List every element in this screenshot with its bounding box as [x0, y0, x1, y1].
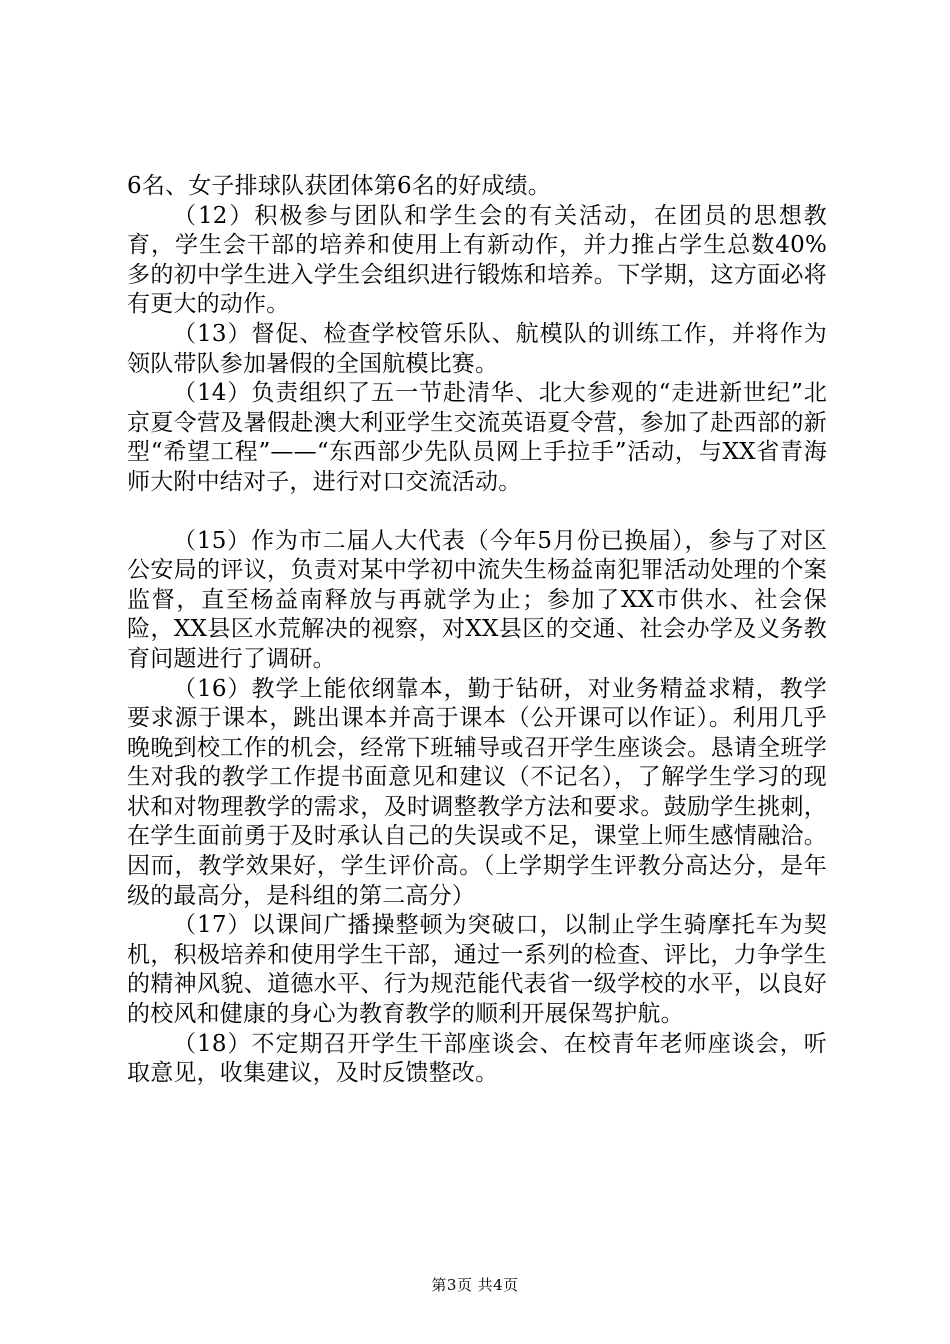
- paragraph-item-17: （17）以课间广播操整顿为突破口，以制止学生骑摩托车为契机，积极培养和使用学生干部，通过一系列的检查、评比，力争学生的精神风貌、道德水平、行为规范能代表省一级学校的水平，以良好的校风和健康的身心为教育教学的顺利开展保驾护航。: [127, 912, 827, 1028]
- paragraph-item-13: （13）督促、检查学校管乐队、航模队的训练工作，并将作为领队带队参加暑假的全国航模比赛。: [127, 320, 827, 377]
- paragraph-item-12: （12）积极参与团队和学生会的有关活动，在团员的思想教育，学生会干部的培养和使用上有新动作，并力推占学生总数40%多的初中学生进入学生会组织进行锻炼和培养。下学期，这方面必将有更大的动作。: [127, 202, 827, 318]
- paragraph-item-15: （15）作为市二届人大代表（今年5月份已换届），参与了对区公安局的评议，负责对某中学初中流失生杨益南犯罪活动处理的个案监督，直至杨益南释放与再就学为止；参加了XX市供水、社会保险，XX县区水荒解决的视察，对XX县区的交通、社会办学及义务教育问题进行了调研。: [127, 527, 827, 672]
- paragraph-item-18: （18）不定期召开学生干部座谈会、在校青年老师座谈会，听取意见，收集建议，及时反馈整改。: [127, 1030, 827, 1087]
- document-body: [127, 172, 827, 1089]
- paragraph-continuation: 6名、女子排球队获团体第6名的好成绩。: [127, 173, 552, 199]
- page-footer: 第3页 共4页: [431, 1276, 519, 1294]
- paragraph-item-16: （16）教学上能依纲靠本，勤于钻研，对业务精益求精，教学要求源于课本，跳出课本并高于课本（公开课可以作证）。利用几乎晚晚到校工作的机会，经常下班辅导或召开学生座谈会。恳请全班学生对我的教学工作提书面意见和建议（不记名），了解学生学习的现状和对物理教学的需求，及时调整教学方法和要求。鼓励学生挑刺，在学生面前勇于及时承认自己的失误或不足，课堂上师生感情融洽。因而，教学效果好，学生评价高。（上学期学生评教分高达分，是年级的最高分，是科组的第二高分）: [127, 675, 827, 909]
- paragraph-item-14: （14）负责组织了五一节赴清华、北大参观的“走进新世纪”北京夏令营及暑假赴澳大利亚学生交流英语夏令营，参加了赴西部的新型“希望工程”——“东西部少先队员网上手拉手”活动，与XX省青海师大附中结对子，进行对口交流活动。: [127, 380, 827, 495]
